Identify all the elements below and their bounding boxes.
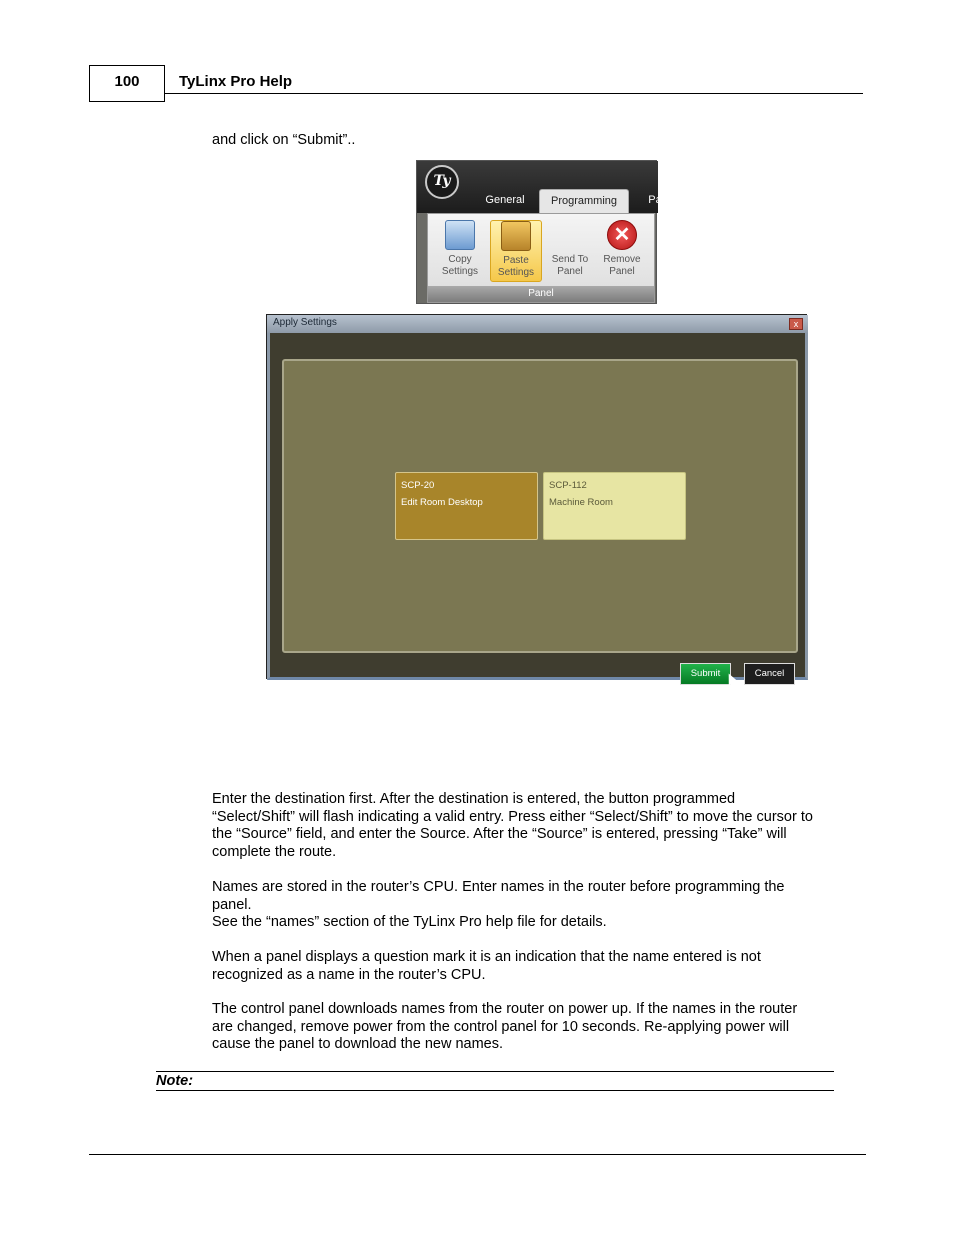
footer-rule bbox=[89, 1154, 866, 1155]
send-icon bbox=[555, 220, 585, 250]
panel-card-scp-112[interactable] bbox=[543, 472, 686, 540]
remove-icon: ✕ bbox=[607, 220, 637, 250]
header-rule bbox=[165, 93, 863, 94]
text-line: the “Source” field, and enter the Source. After the “Source” is entered, pressing “Take” will bbox=[212, 826, 787, 843]
remove-panel-button[interactable] bbox=[596, 220, 648, 282]
text-line: Enter the destination first. After the destination is entered, the button programmed bbox=[212, 791, 736, 807]
paste-settings-button[interactable] bbox=[490, 220, 542, 282]
paragraph-destination bbox=[212, 791, 864, 861]
text-line: panel. bbox=[212, 896, 252, 913]
copy-settings-button[interactable] bbox=[434, 220, 486, 282]
dialog-frame bbox=[267, 333, 808, 680]
note-rule-bottom bbox=[156, 1090, 834, 1091]
intro-text: and click on “Submit”.. bbox=[212, 132, 356, 148]
tab-programming[interactable]: Programming bbox=[539, 189, 629, 213]
header-title: TyLinx Pro Help bbox=[179, 73, 293, 90]
remove-panel-label-2: Panel bbox=[609, 266, 635, 277]
send-to-panel-label-2: Panel bbox=[557, 266, 583, 277]
tab-panel-partial[interactable]: Pa bbox=[648, 194, 662, 206]
copy-settings-label-1: Copy bbox=[448, 254, 472, 265]
send-to-panel-label-1: Send To bbox=[551, 254, 589, 265]
panel-card-scp-20[interactable] bbox=[395, 472, 538, 540]
paste-settings-label-1: Paste bbox=[503, 255, 529, 266]
close-icon[interactable]: x bbox=[789, 318, 803, 330]
send-to-panel-button[interactable] bbox=[544, 220, 596, 282]
tab-general[interactable]: General bbox=[485, 194, 525, 206]
ribbon-screenshot bbox=[416, 160, 662, 304]
panel-selection-area bbox=[282, 359, 798, 653]
paragraph-download bbox=[212, 1001, 864, 1054]
note-rule-top bbox=[156, 1071, 834, 1072]
text-line: Names are stored in the router’s CPU. Enter names in the router before programming the bbox=[212, 879, 785, 895]
ribbon-group-label: Panel bbox=[428, 286, 654, 302]
apply-settings-dialog bbox=[266, 314, 807, 679]
paste-icon bbox=[501, 221, 531, 251]
panel-card-id: SCP-20 bbox=[401, 480, 435, 491]
paste-settings-label-2: Settings bbox=[497, 267, 535, 278]
page-number: 100 bbox=[114, 73, 140, 90]
text-line: The control panel downloads names from the router on power up. If the names in the router bbox=[212, 1001, 798, 1017]
text-line: cause the panel to download the new names. bbox=[212, 1036, 504, 1053]
text-line: When a panel displays a question mark it is an indication that the name entered is not bbox=[212, 949, 761, 965]
submit-button[interactable]: Submit bbox=[680, 663, 731, 685]
ribbon-body bbox=[427, 213, 655, 303]
copy-settings-label-2: Settings bbox=[441, 266, 479, 277]
dialog-title: Apply Settings bbox=[273, 317, 337, 328]
text-line: “Select/Shift” will flash indicating a valid entry. Press either “Select/Shift” to move the cursor to bbox=[212, 808, 813, 825]
text-line: recognized as a name in the router’s CPU. bbox=[212, 966, 486, 983]
dialog-titlebar bbox=[267, 315, 808, 333]
panel-card-name: Machine Room bbox=[549, 497, 613, 508]
text-line: complete the route. bbox=[212, 843, 337, 860]
copy-icon bbox=[445, 220, 475, 250]
note-label: Note: bbox=[156, 1073, 194, 1089]
ribbon-header bbox=[417, 161, 662, 213]
panel-card-id: SCP-112 bbox=[549, 480, 587, 491]
text-line: See the “names” section of the TyLinx Pro help file for details. bbox=[212, 914, 607, 931]
paragraph-names bbox=[212, 879, 864, 932]
remove-panel-label-1: Remove bbox=[603, 254, 641, 265]
text-line: are changed, remove power from the control panel for 10 seconds. Re-applying power will bbox=[212, 1018, 790, 1035]
tylinx-logo-icon: Ty bbox=[425, 165, 459, 199]
paragraph-question-mark bbox=[212, 949, 864, 984]
cancel-button[interactable]: Cancel bbox=[744, 663, 795, 685]
panel-card-name: Edit Room Desktop bbox=[401, 497, 483, 508]
